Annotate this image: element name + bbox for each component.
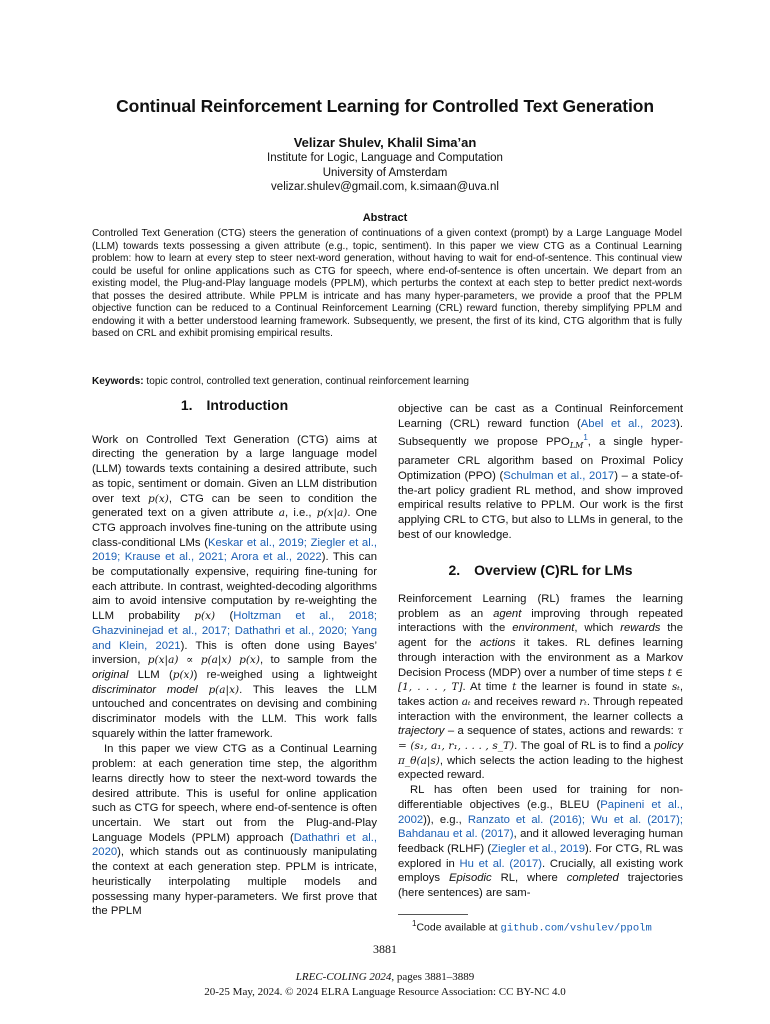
affiliation-university: University of Amsterdam: [322, 166, 448, 179]
math-bayes-inversion: p(x|a) ∝ p(a|x) p(x): [147, 654, 260, 667]
intro-paragraph-2: In this paper we view CTG as a Continual Learning problem: at each generation time step, the algorithm learns directly how to steer the next-word towards the desired attribute. This is useful for online application such as CTG for speech, where end-of-sentence is often uncertain. We start out from the Plug-and-Play Language Models (PPLM) approach (Dathathri et al., 2020), which stands out as continuously manipulating the context at each generation step. PPLM is intricate, heuristically interpolating multiple models and possessing many hyper-parameters. We first prove that the PPLM: [92, 743, 378, 918]
code-url-link[interactable]: github.com/vshulev/ppolm: [500, 922, 652, 935]
citation-link[interactable]: Ranzato et al. (2016); Wu et al. (2017); Bahdanau et al. (2017): [398, 813, 683, 841]
author-emails: velizar.shulev@gmail.com, k.simaan@uva.nl: [271, 181, 499, 193]
math-state: sₜ: [671, 681, 680, 694]
section-2-title: Overview (C)RL for LMs: [474, 562, 633, 579]
footnote-text: Code available at: [416, 921, 501, 934]
math-policy: π_θ(a|s): [398, 754, 440, 767]
overview-paragraph-2: RL has often been used for training for non-differentiable objectives (e.g., BLEU (Papineni et al., 2002)), e.g., Ranzato et al. (2016); Wu et al. (2017); Bahdanau et al. (2017), and it allowed leveraging human feedback (RLHF) (Ziegler et al., 2019). For CTG, RL was explored in Hu et al. (2017). Crucially, all existing work employs Episodic RL, where completed trajectories (here sentences) are sam-: [398, 784, 684, 900]
footnote-divider: [398, 914, 468, 915]
math-t: t: [512, 681, 517, 694]
keywords-list: topic control, controlled text generation, continual reinforcement learning: [143, 376, 470, 387]
math-trajectory: τ = (s₁, a₁, r₁, . . . , s_T): [398, 725, 683, 753]
author-names: Velizar Shulev, Khalil Sima’an: [293, 135, 477, 150]
venue-info: [0, 970, 770, 999]
emphasis-discriminator: discriminator model: [92, 683, 198, 696]
section-1-number: 1.: [180, 397, 193, 413]
citation-link[interactable]: Holtzman et al., 2018; Ghazvininejad et al., 2017; Dathathri et al., 2020; Yang and Klein, 2021: [92, 610, 377, 652]
intro-paragraph-1: Work on Controlled Text Generation (CTG) aims at directing the generation by a large language model (LLM) towards texts containing a desired attribute, such as topic, sentiment or domain. Given an LLM distribution over text p(x), CTG can be seen to condition the generated text on a given attribute a, i.e., p(x|a). One CTG approach involves fine-tuning on the attribute using class-conditional LMs (Keskar et al., 2019; Ziegler et al., 2019; Krause et al., 2021; Arora et al., 2022). This can be computationally expensive, requiring fine-tuning for each attribute. In contrast, weighted-decoding algorithms aim to avoid intensive computation by re-weighting the LLM probability p(x) (Holtzman et al., 2018; Ghazvininejad et al., 2017; Dathathri et al., 2020; Yang and Klein, 2021). This is often done using Bayes’ inversion, p(x|a) ∝ p(a|x) p(x), to sample from the original LLM (p(x)) re-weighed using a lightweight discriminator model p(a|x). This leaves the LLM untouched and concentrates on devising and combining discriminator models with the LLM. This work falls squarely within the latter framework.: [92, 433, 378, 740]
section-2-heading: [398, 563, 683, 578]
paper-title: Continual Reinforcement Learning for Controlled Text Generation: [116, 96, 654, 116]
citation-link[interactable]: Hu et al. (2017): [459, 857, 543, 870]
venue-line-1: LREC-COLING 2024, pages 3881–3889: [295, 971, 475, 983]
affiliation: [0, 151, 770, 195]
math-action: aₜ: [461, 695, 471, 708]
keywords-label: Keywords:: [92, 376, 144, 387]
citation-link[interactable]: Abel et al., 2023: [580, 417, 677, 430]
abstract-text: Controlled Text Generation (CTG) steers the generation of continuations of a given context (prompt) by a Large Language Model (LLM) towards texts possessing a given attribute (e.g., topic, sentiment). In this paper we view CTG as a Continual Learning problem: how to learn at every step to steer next-word generation, without having to wait for end-of-sentence. This continual view could be useful for online applications such as CTG for speech, where end-of-sentence is often uncertain. We depart from an existing model, the Plug-and-Play language models (PPLM), which perturbs the context at each step to better predict next-words that posses the desired attribute. While PPLM is intricate and has many hyper-parameters, we provide a proof that the PPLM objective function can be reduced to a Continual Reinforcement Learning (CRL) reward function, thereby simplifying PPLM and endowing it with a better understood learning framework. Subsequently, we present, the first of its kind, CTG algorithm that is fully based on CRL and exhibit promising empirical results.: [92, 228, 682, 339]
math-p-a-given-x: p(a|x): [208, 683, 240, 696]
citation-link[interactable]: Schulman et al., 2017: [503, 469, 615, 482]
math-a: a: [278, 507, 286, 520]
citation-link[interactable]: Dathathri et al., 2020: [92, 831, 378, 859]
right-column: [398, 402, 683, 901]
footnote-number: 1: [412, 919, 417, 928]
left-column: [92, 398, 377, 919]
math-p-x: p(x): [194, 610, 216, 623]
citation-link[interactable]: Keskar et al., 2019; Ziegler et al., 2019; Krause et al., 2021; Arora et al., 2022: [92, 536, 377, 564]
overview-paragraph-1: Reinforcement Learning (RL) frames the learning problem as an agent improving through repeated interactions with the environment, which rewards the agent for the actions it takes. RL defines learning through interaction with the environment as a Markov Decision Process (MDP) over a number of time steps t ∈ [1, . . . , T]. At time t the learner is found in state sₜ, takes action aₜ and receives reward rₜ. Through repeated interaction with the environment, the learner collects a trajectory – a sequence of states, actions and rewards: τ = (s₁, a₁, r₁, . . . , s_T). The goal of RL is to find a policy π_θ(a|s), which selects the action leading to the highest expected reward.: [398, 593, 683, 782]
math-p-x: p(x): [172, 668, 194, 681]
venue-line-2: 20-25 May, 2024. © 2024 ELRA Language Resource Association: CC BY-NC 4.0: [204, 985, 566, 998]
math-time-range: t ∈ [1, . . . , T]: [398, 666, 683, 694]
math-p-x-given-a: p(x|a): [316, 507, 348, 520]
intro-paragraph-3: objective can be cast as a Continual Reinforcement Learning (CRL) reward function (Abel et al., 2023). Subsequently we propose $PPO_{LM}^1$, a single hyper-parameter CRL algorithm based on Proximal Policy Optimization (PPO) (Schulman et al., 2017) – a state-of-the-art policy gradient RL method, and show improved empirical results relative to PPLM. Our work is the first applying CRL to CTG, but also to LLMs in general, to the best of our knowledge.: [398, 403, 683, 541]
citation-link[interactable]: Ziegler et al., 2019: [491, 843, 586, 855]
section-2-number: 2.: [448, 562, 461, 579]
abstract-heading: Abstract: [362, 212, 408, 224]
ppo-subscript: LM: [569, 441, 584, 451]
emphasis-original: original: [92, 668, 129, 681]
footnote-marker[interactable]: 1: [583, 433, 588, 443]
keywords: [92, 376, 692, 387]
footnote: [412, 919, 652, 935]
page-number: 3881: [373, 942, 397, 956]
math-reward: rₜ: [579, 695, 587, 708]
citation-link[interactable]: Papineni et al., 2002: [398, 798, 683, 826]
section-1-heading: [92, 398, 377, 413]
section-1-title: Introduction: [206, 397, 289, 413]
math-p-x: p(x): [148, 492, 169, 505]
affiliation-institute: Institute for Logic, Language and Computation: [267, 152, 503, 164]
